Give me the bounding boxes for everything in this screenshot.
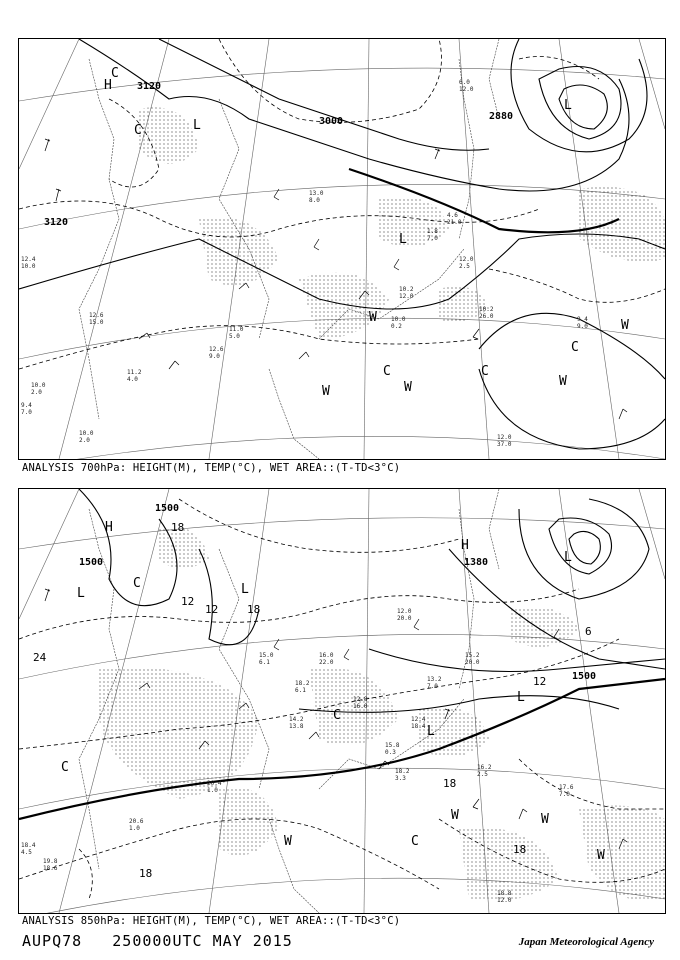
high-center-marker: H — [104, 78, 112, 93]
station-temp: 10.2 — [479, 306, 494, 313]
station-temp: 12.4 — [21, 256, 36, 263]
station-dewpoint-depression: 16.0 — [353, 703, 368, 710]
isotherm-label: 6 — [585, 625, 592, 638]
station-dewpoint-depression: 2.0 — [79, 437, 90, 444]
station-temp: 10.2 — [399, 286, 414, 293]
station-temp: 12.8 — [353, 696, 368, 703]
station-temp: 18.2 — [295, 680, 310, 687]
station-temp: 19.8 — [43, 858, 58, 865]
contour-label: 3000 — [319, 116, 344, 127]
agency-name: Japan Meteorological Agency — [518, 936, 654, 948]
map-panel-700hpa — [18, 38, 666, 460]
isotherm-label: 18 — [513, 843, 527, 856]
contour-label: 1500 — [572, 671, 597, 682]
wet-area — [99, 527, 665, 902]
low-center-marker: L — [399, 232, 407, 247]
map-850hpa-svg — [19, 489, 665, 913]
isotherm-label: 18 — [171, 521, 185, 534]
chart-footer — [22, 932, 293, 950]
station-dewpoint-depression: 18.4 — [411, 723, 426, 730]
station-temp: 17.6 — [559, 784, 574, 791]
station-dewpoint-depression: 10.0 — [21, 263, 36, 270]
station-dewpoint-depression: 26.0 — [479, 313, 494, 320]
station-temp: 10.0 — [79, 430, 94, 437]
station-temp: 10.0 — [391, 316, 406, 323]
station-dewpoint-depression: 37.0 — [497, 441, 512, 448]
station-dewpoint-depression: 12.0 — [459, 86, 474, 93]
high-center-marker: H — [105, 520, 113, 535]
station-dewpoint-depression: 20.0 — [465, 659, 480, 666]
station-dewpoint-depression: 9.0 — [209, 353, 220, 360]
isotherm-label: 24 — [33, 651, 47, 664]
station-dewpoint-depression: 20.0 — [397, 615, 412, 622]
station-dewpoint-depression: 7.0 — [427, 683, 438, 690]
station-temp: 12.6 — [89, 312, 104, 319]
warm-center-marker: W — [322, 384, 330, 399]
isotherm-label: 18 — [139, 867, 153, 880]
station-temp: 15.8 — [385, 742, 400, 749]
station-dewpoint-depression: 12.0 — [497, 897, 512, 904]
warm-center-marker: W — [369, 310, 377, 325]
cold-center-marker: C — [133, 576, 141, 591]
panel-850hpa-caption: ANALYSIS 850hPa: HEIGHT(M), TEMP(°C), WET AREA::(T-TD<3°C) — [22, 915, 401, 927]
warm-center-marker: W — [541, 812, 549, 827]
station-dewpoint-depression: 18.6 — [43, 865, 58, 872]
station-temp: 12.0 — [397, 608, 412, 615]
station-temp: 1.8 — [427, 228, 438, 235]
low-center-marker: L — [77, 586, 85, 601]
station-temp: 18.8 — [497, 890, 512, 897]
warm-center-marker: W — [284, 834, 292, 849]
valid-time: 250000UTC MAY 2015 — [112, 932, 293, 950]
cold-center-marker: C — [111, 66, 119, 81]
station-dewpoint-depression: 8.0 — [309, 197, 320, 204]
station-temp: 6.0 — [459, 79, 470, 86]
low-center-marker: L — [517, 690, 525, 705]
chart-code: AUPQ78 — [22, 932, 83, 950]
station-dewpoint-depression: 7.0 — [427, 235, 438, 242]
cold-center-marker: C — [481, 364, 489, 379]
warm-center-marker: W — [451, 808, 459, 823]
warm-center-marker: W — [621, 318, 629, 333]
station-dewpoint-depression: 12.0 — [399, 293, 414, 300]
station-dewpoint-depression: 2.0 — [31, 389, 42, 396]
cold-center-marker: C — [411, 834, 419, 849]
station-temp: 9.4 — [577, 316, 588, 323]
station-temp: 12.6 — [209, 346, 224, 353]
station-temp: 15.2 — [465, 652, 480, 659]
station-temp: 18.2 — [395, 768, 410, 775]
station-dewpoint-depression: 2.5 — [477, 771, 488, 778]
station-dewpoint-depression: 2.5 — [459, 263, 470, 270]
station-temp: 16.2 — [477, 764, 492, 771]
station-dewpoint-depression: 6.1 — [259, 659, 270, 666]
contour-label: 3120 — [44, 217, 69, 228]
station-dewpoint-depression: 3.3 — [395, 775, 406, 782]
map-panel-850hpa — [18, 488, 666, 914]
station-dewpoint-depression: 4.0 — [127, 376, 138, 383]
isotherm-label: 12 — [181, 595, 195, 608]
station-temp: 11.0 — [229, 326, 244, 333]
cold-center-marker: C — [571, 340, 579, 355]
station-temp: 12.4 — [411, 716, 426, 723]
isotherm-label: 18 — [443, 777, 457, 790]
contour-label: 3120 — [137, 81, 162, 92]
station-temp: 4.6 — [447, 212, 458, 219]
wet-area — [139, 107, 665, 339]
cold-center-marker: C — [383, 364, 391, 379]
station-dewpoint-depression: 7.0 — [559, 791, 570, 798]
isotherm-label: 12 — [533, 675, 547, 688]
station-temp: 16.0 — [319, 652, 334, 659]
isotherm-label: 18 — [247, 603, 261, 616]
panel-700hpa-caption: ANALYSIS 700hPa: HEIGHT(M), TEMP(°C), WET AREA::(T-TD<3°C) — [22, 462, 401, 474]
station-dewpoint-depression: 1.0 — [207, 787, 218, 794]
low-center-marker: L — [241, 582, 249, 597]
low-center-marker: L — [427, 724, 435, 739]
station-dewpoint-depression: 0.3 — [385, 749, 396, 756]
station-dewpoint-depression: 5.0 — [229, 333, 240, 340]
high-center-marker: H — [461, 538, 469, 553]
station-temp: 20.4 — [207, 780, 222, 787]
warm-center-marker: W — [597, 848, 605, 863]
station-dewpoint-depression: 21.0 — [447, 219, 462, 226]
station-temp: 15.0 — [259, 652, 274, 659]
station-dewpoint-depression: 1.0 — [129, 825, 140, 832]
station-dewpoint-depression: 0.2 — [391, 323, 402, 330]
station-temp: 13.2 — [427, 676, 442, 683]
low-center-marker: L — [564, 550, 572, 565]
station-dewpoint-depression: 15.0 — [89, 319, 104, 326]
station-temp: 20.6 — [129, 818, 144, 825]
station-dewpoint-depression: 6.1 — [295, 687, 306, 694]
cold-center-marker: C — [61, 760, 69, 775]
station-dewpoint-depression: 4.5 — [21, 849, 32, 856]
warm-center-marker: W — [404, 380, 412, 395]
station-temp: 10.0 — [31, 382, 46, 389]
station-dewpoint-depression: 7.0 — [21, 409, 32, 416]
map-700hpa-svg — [19, 39, 665, 459]
low-center-marker: L — [564, 98, 572, 113]
station-temp: 14.2 — [289, 716, 304, 723]
contour-label: 2880 — [489, 111, 514, 122]
station-temp: 13.0 — [309, 190, 324, 197]
station-temp: 12.0 — [459, 256, 474, 263]
station-temp: 18.4 — [21, 842, 36, 849]
contour-label: 1500 — [155, 503, 180, 514]
low-center-marker: L — [193, 118, 201, 133]
station-dewpoint-depression: 9.0 — [577, 323, 588, 330]
contour-label: 1500 — [79, 557, 104, 568]
station-temp: 9.4 — [21, 402, 32, 409]
station-dewpoint-depression: 13.8 — [289, 723, 304, 730]
cold-center-marker: C — [134, 123, 142, 138]
isotherm-label: 12 — [205, 603, 219, 616]
station-temp: 11.2 — [127, 369, 142, 376]
warm-center-marker: W — [559, 374, 567, 389]
station-temp: 12.0 — [497, 434, 512, 441]
station-dewpoint-depression: 22.0 — [319, 659, 334, 666]
cold-center-marker: C — [333, 708, 341, 723]
contour-label: 1380 — [464, 557, 489, 568]
